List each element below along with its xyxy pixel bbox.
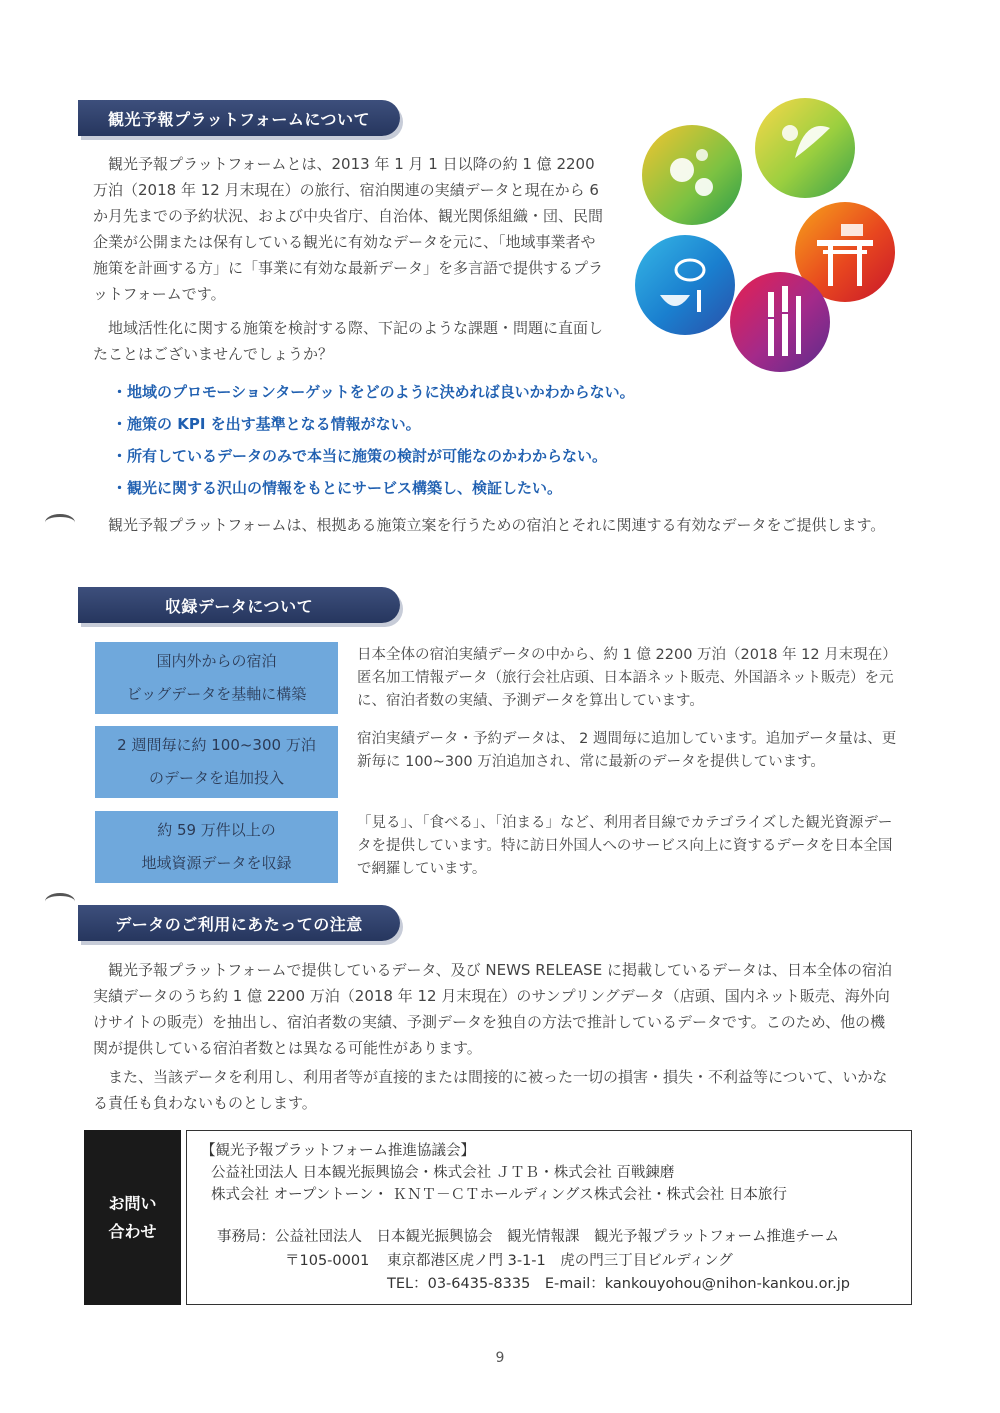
data-box-line: 約 59 万件以上の [157, 821, 276, 839]
tel-email[interactable]: TEL：03-6435-8335 E-mail：kankouyohou@nihon-kankou.or.jp [387, 1276, 850, 1292]
data-desc-3: 「見る」、「食べる」、「泊まる」など、利用者目線でカテゴライズした観光資源データを提供しています。特に訪日外国人へのサービス向上に資するデータを日本全国で網羅しています。 [357, 815, 893, 877]
binder-mark-1 [45, 514, 75, 531]
list-item: ・観光に関する沢山の情報をもとにサービス構築し、検証したい。 [112, 479, 563, 497]
list-item: ・地域のプロモーションターゲットをどのように決めれば良いかわからない。 [112, 383, 635, 401]
data-box-line: のデータを追加投入 [148, 769, 284, 787]
flower-icon [642, 125, 742, 225]
illustration-circles [630, 95, 900, 370]
data-box-1 [95, 642, 338, 714]
list-item: ・施策の KPI を出す基準となる情報がない。 [112, 415, 421, 433]
section-title-notes: データのご利用にあたっての注意 [78, 905, 400, 941]
contact-label-line: お問い [108, 1193, 157, 1213]
org-heading: 【観光予報プラットフォーム推進協議会】 [201, 1143, 476, 1159]
contact-label [84, 1130, 181, 1305]
address: 東京都港区虎ノ門 3-1-1 虎の門三丁目ビルディング [387, 1253, 733, 1269]
fan-icon [755, 98, 855, 198]
notes-paragraph-1: 観光予報プラットフォームで提供しているデータ、及び NEWS RELEASE に掲載しているデータは、日本全体の宿泊実績データのうち約 1 億 2200 万泊（2018 年 12 月末現在）のサンプリングデータ（店頭、国内ネット販売、海外向けサイトの販売）を抽出し、宿泊者数の実績、予測データを独自の方法で推計しているデータです。このため、他の機関が提供している宿泊者数とは異なる可能性があります。 [93, 961, 892, 1057]
data-desc-2: 宿泊実績データ・予約データは、 2 週間毎に追加しています。追加データ量は、更新毎に 100~300 万泊追加され、常に最新のデータを提供しています。 [357, 731, 897, 770]
data-box-line: 地域資源データを収録 [141, 854, 292, 872]
members-line: 株式会社 オープントーン・ ＫＮＴ－ＣＴホールディングス株式会社・株式会社 日本旅行 [211, 1187, 787, 1203]
data-box-line: 国内外からの宿泊 [156, 652, 277, 670]
contact-box [186, 1130, 912, 1305]
postal-code: 〒105-0001 [285, 1253, 370, 1269]
data-box-3 [95, 811, 338, 883]
data-box-line: ビッグデータを基軸に構築 [126, 685, 307, 703]
data-box-2 [95, 726, 338, 798]
office-line: 事務局：公益社団法人 日本観光振興協会 観光情報課 観光予報プラットフォーム推進チーム [217, 1229, 840, 1245]
notes-paragraph-2: また、当該データを利用し、利用者等が直接的または間接的に被った一切の損害・損失・不利益等について、いかなる責任も負わないものとします。 [93, 1068, 888, 1112]
teapot-icon [635, 235, 735, 335]
data-desc-1: 日本全体の宿泊実績データの中から、約 1 億 2200 万泊（2018 年 12 月末現在）匿名加工情報データ（旅行会社店頭、日本語ネット販売、外国語ネット販売）を元に、宿泊者数の実績、予測データを算出しています。 [357, 647, 897, 709]
bamboo-icon [730, 272, 830, 372]
members-line: 公益社団法人 日本観光振興協会・株式会社 ＪＴＢ・株式会社 百戦錬磨 [211, 1165, 675, 1181]
about-paragraph-1: 観光予報プラットフォームとは、2013 年 1 月 1 日以降の約 1 億 2200 万泊（2018 年 12 月末現在）の旅行、宿泊関連の実績データと現在から 6 か月先までの予約状況、および中央省庁、自治体、観光関係組織・団、民間企業が公開または保有している観光に有効なデータを元に、「地域事業者や施策を計画する方」に「事業に有効な最新データ」を多言語で提供するプラットフォームです。 [93, 155, 604, 303]
section-title-data: 収録データについて [78, 587, 400, 623]
binder-mark-2 [45, 893, 75, 910]
data-box-line: 2 週間毎に約 100~300 万泊 [117, 736, 316, 754]
issue-list [112, 376, 635, 504]
about-paragraph-2: 地域活性化に関する施策を検討する際、下記のような課題・問題に直面したことはございませんでしょうか？ [93, 319, 604, 363]
about-paragraph-3: 観光予報プラットフォームは、根拠ある施策立案を行うための宿泊とそれに関連する有効なデータをご提供します。 [108, 516, 886, 534]
section-title-about: 観光予報プラットフォームについて [78, 100, 400, 136]
contact-label-line: 合わせ [108, 1221, 157, 1241]
page-number: 9 [495, 1350, 505, 1366]
list-item: ・所有しているデータのみで本当に施策の検討が可能なのかわからない。 [112, 447, 608, 465]
